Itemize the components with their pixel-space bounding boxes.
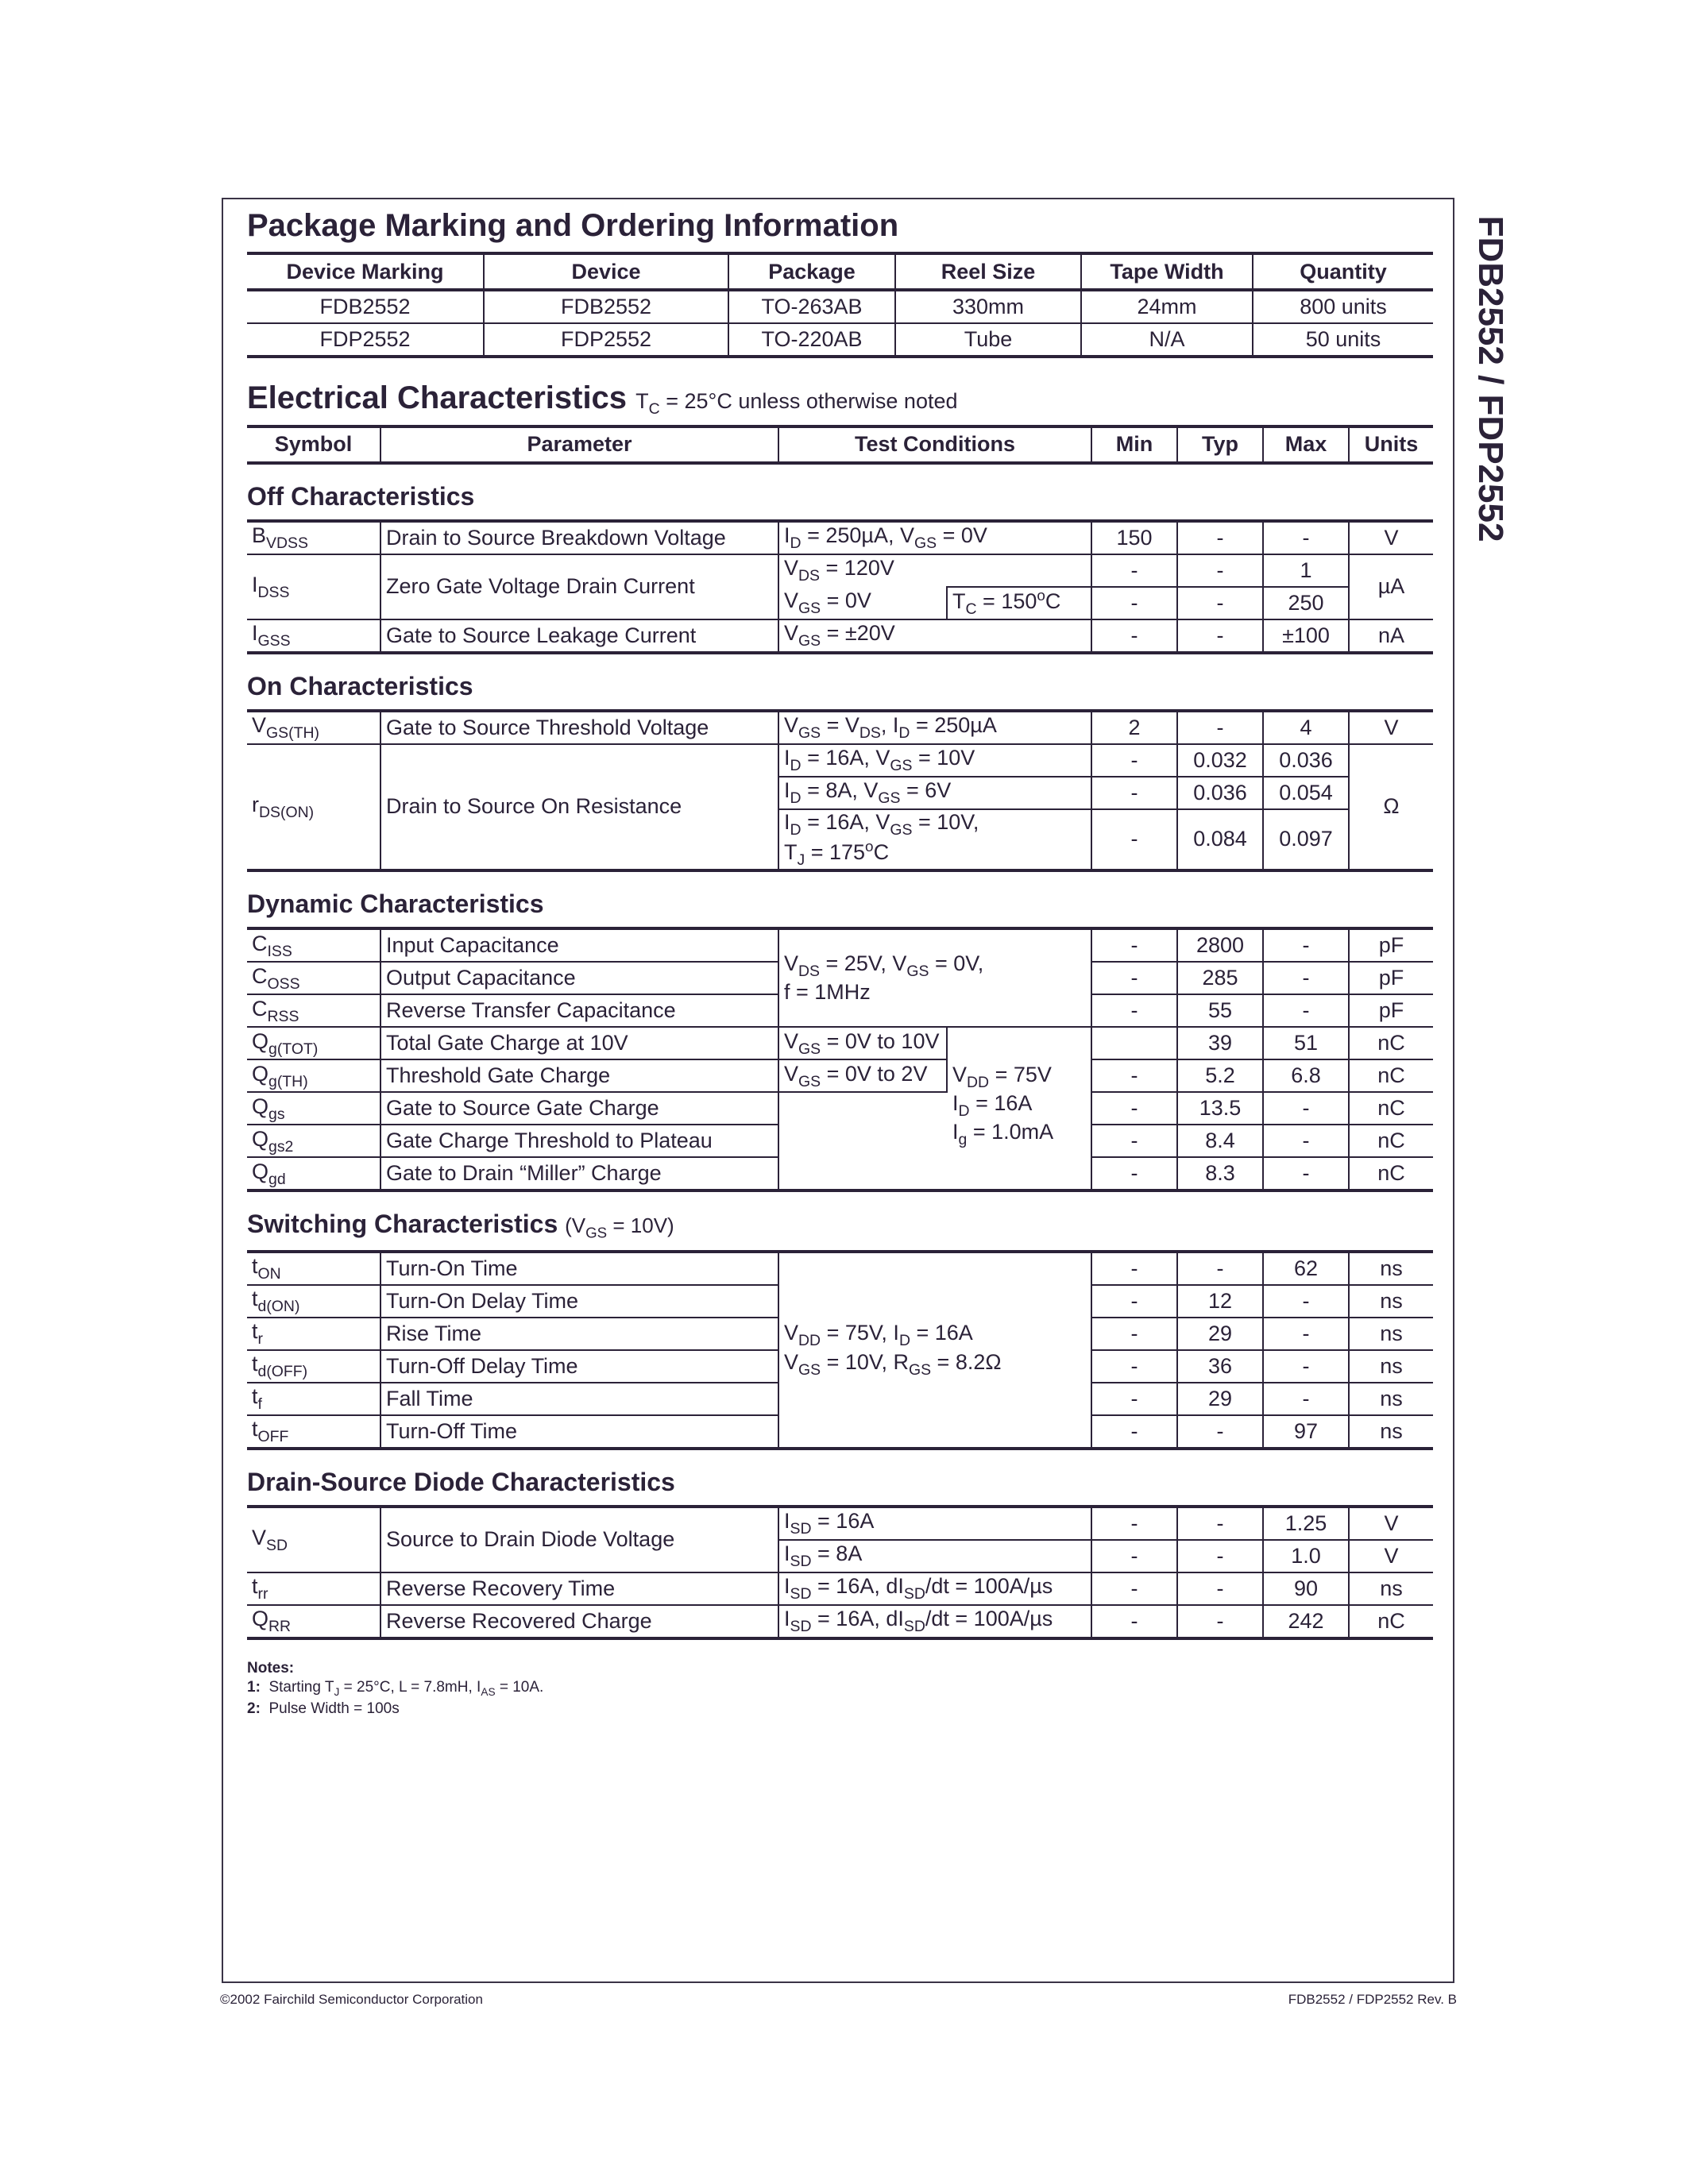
switching-title [247,1210,1433,1242]
max: 62 [1263,1252,1349,1285]
conditions: $V_{DS} = 25V$, $V_{GS} = 0V$, f = 1MHz [778,928,1091,1027]
conditions: $I_D = 8A$, $V_{GS} = 6V$ [778,777,1091,809]
conditions: $V_{GS} = 0V$ to 2V [778,1059,947,1092]
row-qgs [247,1092,1433,1125]
parameter: Rise Time [380,1318,778,1350]
typ: - [1177,1572,1263,1605]
max: - [1263,928,1349,962]
min: - [1091,809,1177,870]
parameter: Gate to Source Threshold Voltage [380,711,778,744]
ordering-cell: 330mm [895,290,1081,323]
symbol: $V_{SD}$ [247,1507,380,1572]
content [247,208,1433,1719]
min: - [1091,1350,1177,1383]
typ: - [1177,619,1263,653]
symbol: $Q_{gs}$ [247,1092,380,1125]
typ: 0.036 [1177,777,1263,809]
typ: - [1177,1605,1263,1638]
typ: 8.4 [1177,1125,1263,1157]
typ: 2800 [1177,928,1263,962]
typ: 5.2 [1177,1059,1263,1092]
symbol: $Q_{RR}$ [247,1605,380,1638]
note-1: 1: Starting $T_J = 25^\circ C$, L = 7.8mH, $I_{AS} = 10A$. [247,1679,544,1699]
conditions: $T_C = 150^oC$ [947,587,1091,619]
ordering-cell: 50 units [1253,323,1433,357]
max: 51 [1263,1027,1349,1059]
conditions: $V_{GS} = \pm 20V$ [778,619,1091,653]
symbol: $Q_{gs2}$ [247,1125,380,1157]
conditions: $I_{SD} = 16A$, $dI_{SD}/dt = 100A/\mu s$ [778,1605,1091,1638]
ordering-header: Device Marking [247,253,484,290]
typ: 285 [1177,962,1263,994]
unit: nC [1349,1157,1433,1190]
max: 0.036 [1263,744,1349,777]
min: - [1091,777,1177,809]
min [1091,1027,1177,1059]
parameter: Turn-Off Time [380,1415,778,1449]
max: 1.0 [1263,1540,1349,1572]
parameter: Drain to Source Breakdown Voltage [380,521,778,554]
min: - [1091,928,1177,962]
electrical-title-text: Electrical Characteristics [247,380,628,415]
min: - [1091,1572,1177,1605]
col-header: Parameter [380,426,778,463]
typ: 8.3 [1177,1157,1263,1190]
parameter: Turn-On Time [380,1252,778,1285]
symbol: $r_{DS(ON)}$ [247,744,380,870]
typ: 0.032 [1177,744,1263,777]
max: 90 [1263,1572,1349,1605]
unit: nC [1349,1125,1433,1157]
row-qrr [247,1605,1433,1638]
max: - [1263,962,1349,994]
conditions: $V_{DS} = 120V$ [778,554,1091,587]
note-label: 2: [247,1700,261,1717]
symbol: $t_{OFF}$ [247,1415,380,1449]
conditions: $V_{GS} = 0V$ to 10V [778,1027,947,1059]
symbol: $C_{ISS}$ [247,928,380,962]
min: - [1091,1415,1177,1449]
min: - [1091,1252,1177,1285]
max: 6.8 [1263,1059,1349,1092]
ordering-cell: N/A [1081,323,1253,357]
parameter: Gate to Source Leakage Current [380,619,778,653]
parameter: Input Capacitance [380,928,778,962]
ordering-header: Quantity [1253,253,1433,290]
min: 150 [1091,521,1177,554]
unit: nC [1349,1092,1433,1125]
min: - [1091,1092,1177,1125]
max: - [1263,1092,1349,1125]
max: - [1263,994,1349,1027]
min: - [1091,962,1177,994]
max: - [1263,1383,1349,1415]
electrical-title [247,380,1433,419]
note-2 [247,1700,1433,1719]
diode-table [247,1505,1433,1640]
ordering-title: Package Marking and Ordering Information [247,208,899,243]
conditions: $V_{GS} = V_{DS}$, $I_D = 250\mu A$ [778,711,1091,744]
electrical-note-text: = 25°C unless otherwise noted [666,389,958,413]
unit: ns [1349,1383,1433,1415]
ordering-header: Device [484,253,728,290]
typ: 13.5 [1177,1092,1263,1125]
notes-title: Notes: [247,1659,295,1677]
unit: pF [1349,928,1433,962]
symbol: $C_{RSS}$ [247,994,380,1027]
parameter: Output Capacitance [380,962,778,994]
typ: 29 [1177,1318,1263,1350]
conditions: $I_D = 16A$, $V_{GS} = 10V$, $T_J = 175^oC$ [778,809,1091,870]
switching-table [247,1250,1433,1450]
symbol: $t_{ON}$ [247,1252,380,1285]
max: - [1263,1318,1349,1350]
ordering-header: Package [728,253,895,290]
row-ton [247,1252,1433,1285]
ordering-cell: TO-220AB [728,323,895,357]
max: - [1263,1285,1349,1318]
min: - [1091,994,1177,1027]
unit: V [1349,521,1433,554]
min: - [1091,1285,1177,1318]
min: - [1091,587,1177,619]
typ: 29 [1177,1383,1263,1415]
unit: nA [1349,619,1433,653]
conditions: $I_D = 250\mu A$, $V_{GS} = 0V$ [778,521,1091,554]
unit: µA [1349,554,1433,619]
max: - [1263,1350,1349,1383]
col-header: Units [1349,426,1433,463]
symbol: $I_{GSS}$ [247,619,380,653]
parameter: Drain to Source On Resistance [380,744,778,870]
typ: - [1177,521,1263,554]
off-title: Off Characteristics [247,481,475,511]
symbol: $t_{rr}$ [247,1572,380,1605]
min: - [1091,1318,1177,1350]
min: - [1091,1059,1177,1092]
symbol: $V_{GS(TH)}$ [247,711,380,744]
ordering-cell: FDP2552 [247,323,484,357]
conditions: $I_{SD} = 8A$ [778,1540,1091,1572]
unit: pF [1349,962,1433,994]
row-idss [247,554,1433,587]
max: - [1263,1157,1349,1190]
max: 0.054 [1263,777,1349,809]
electrical-header-row [247,426,1433,463]
typ: 55 [1177,994,1263,1027]
row-rdson [247,744,1433,777]
parameter: Reverse Recovery Time [380,1572,778,1605]
max: 97 [1263,1415,1349,1449]
typ: - [1177,1252,1263,1285]
conditions-empty [778,1092,947,1190]
ordering-table [247,252,1433,358]
note-label: 1: [247,1679,261,1696]
ordering-header: Tape Width [1081,253,1253,290]
dynamic-table [247,927,1433,1192]
parameter: Fall Time [380,1383,778,1415]
electrical-header-table [247,425,1433,465]
on-table [247,709,1433,872]
row-vgsth [247,711,1433,744]
conditions: $I_{SD} = 16A$ [778,1507,1091,1540]
min: - [1091,554,1177,587]
conditions: $I_{SD} = 16A$, $dI_{SD}/dt = 100A/\mu s$ [778,1572,1091,1605]
parameter: Total Gate Charge at 10V [380,1027,778,1059]
symbol: $C_{OSS}$ [247,962,380,994]
min: - [1091,1157,1177,1190]
conditions: $V_{DD} = 75V$, $I_D = 16A$ $V_{GS} = 10V$, $R_{GS} = 8.2\Omega$ [778,1252,1091,1449]
symbol: $t_r$ [247,1318,380,1350]
ordering-cell: TO-263AB [728,290,895,323]
col-header: Min [1091,426,1177,463]
ordering-cell: Tube [895,323,1081,357]
parameter: Source to Drain Diode Voltage [380,1507,778,1572]
col-header: Test Conditions [778,426,1091,463]
row-vsd [247,1507,1433,1540]
parameter: Gate Charge Threshold to Plateau [380,1125,778,1157]
conditions: $I_D = 16A$, $V_{GS} = 10V$ [778,744,1091,777]
row-bvdss [247,521,1433,554]
parameter: Reverse Transfer Capacitance [380,994,778,1027]
switching-title-text: Switching Characteristics [247,1210,558,1239]
unit: ns [1349,1318,1433,1350]
parameter: Reverse Recovered Charge [380,1605,778,1638]
min: - [1091,1507,1177,1540]
max: 0.097 [1263,809,1349,870]
diode-title: Drain-Source Diode Characteristics [247,1467,675,1496]
unit: nC [1349,1027,1433,1059]
footer-copyright: ©2002 Fairchild Semiconductor Corporation [220,1992,483,2007]
symbol: $Q_{g(TOT)}$ [247,1027,380,1059]
max: 1 [1263,554,1349,587]
dynamic-title: Dynamic Characteristics [247,889,544,919]
typ: - [1177,711,1263,744]
ordering-cell: FDP2552 [484,323,728,357]
symbol: $t_f$ [247,1383,380,1415]
ordering-header-row [247,253,1433,290]
min: - [1091,1383,1177,1415]
min: 2 [1091,711,1177,744]
note-text: Pulse Width = 100s [268,1700,400,1717]
symbol: $I_{DSS}$ [247,554,380,619]
electrical-note: $T_C = 25^\circ C$ unless otherwise noted [635,389,958,418]
min: - [1091,744,1177,777]
ordering-row [247,290,1433,323]
typ: 12 [1177,1285,1263,1318]
side-title [1468,200,1512,558]
typ: - [1177,587,1263,619]
symbol: $t_{d(ON)}$ [247,1285,380,1318]
parameter: Threshold Gate Charge [380,1059,778,1092]
on-title: On Characteristics [247,671,473,700]
notes [247,1659,1433,1719]
col-header: Symbol [247,426,380,463]
symbol: $Q_{gd}$ [247,1157,380,1190]
unit: V [1349,1507,1433,1540]
unit: ns [1349,1285,1433,1318]
symbol: $B_{VDSS}$ [247,521,380,554]
typ: - [1177,554,1263,587]
footer-revision: FDB2552 / FDP2552 Rev. B [1288,1992,1457,2007]
unit: nC [1349,1059,1433,1092]
row-qgth [247,1059,1433,1092]
parameter: Turn-Off Delay Time [380,1350,778,1383]
symbol: $Q_{g(TH)}$ [247,1059,380,1092]
unit: ns [1349,1252,1433,1285]
row-trr [247,1572,1433,1605]
max: 4 [1263,711,1349,744]
parameter: Gate to Drain “Miller” Charge [380,1157,778,1190]
unit: ns [1349,1350,1433,1383]
unit: ns [1349,1415,1433,1449]
col-header: Max [1263,426,1349,463]
ordering-header: Reel Size [895,253,1081,290]
typ: 39 [1177,1027,1263,1059]
parameter: Zero Gate Voltage Drain Current [380,554,778,619]
row-ciss [247,928,1433,962]
typ: - [1177,1415,1263,1449]
max: - [1263,521,1349,554]
row-qgtot [247,1027,1433,1059]
typ: 36 [1177,1350,1263,1383]
unit: Ω [1349,744,1433,870]
conditions: $V_{GS} = 0V$ [778,587,947,619]
min: - [1091,1540,1177,1572]
ordering-cell: 800 units [1253,290,1433,323]
max: ±100 [1263,619,1349,653]
min: - [1091,619,1177,653]
max: 250 [1263,587,1349,619]
typ: 0.084 [1177,809,1263,870]
min: - [1091,1125,1177,1157]
unit: V [1349,711,1433,744]
row-igss [247,619,1433,653]
ordering-cell: FDB2552 [484,290,728,323]
typ: - [1177,1507,1263,1540]
parameter: Gate to Source Gate Charge [380,1092,778,1125]
max: 1.25 [1263,1507,1349,1540]
conditions: $V_{DD} = 75V$ $I_D = 16A$ $I_g = 1.0mA$ [947,1027,1091,1190]
ordering-cell: 24mm [1081,290,1253,323]
parameter: Turn-On Delay Time [380,1285,778,1318]
col-header: Typ [1177,426,1263,463]
min: - [1091,1605,1177,1638]
ordering-cell: FDB2552 [247,290,484,323]
unit: ns [1349,1572,1433,1605]
switching-note: $(V_{GS} = 10V)$ [565,1214,674,1241]
max: - [1263,1125,1349,1157]
max: 242 [1263,1605,1349,1638]
symbol: $t_{d(OFF)}$ [247,1350,380,1383]
typ: - [1177,1540,1263,1572]
off-table [247,519,1433,654]
ordering-row [247,323,1433,357]
unit: nC [1349,1605,1433,1638]
unit: V [1349,1540,1433,1572]
side-title-text: FDB2552 / FDP2552 [1471,215,1510,542]
unit: pF [1349,994,1433,1027]
